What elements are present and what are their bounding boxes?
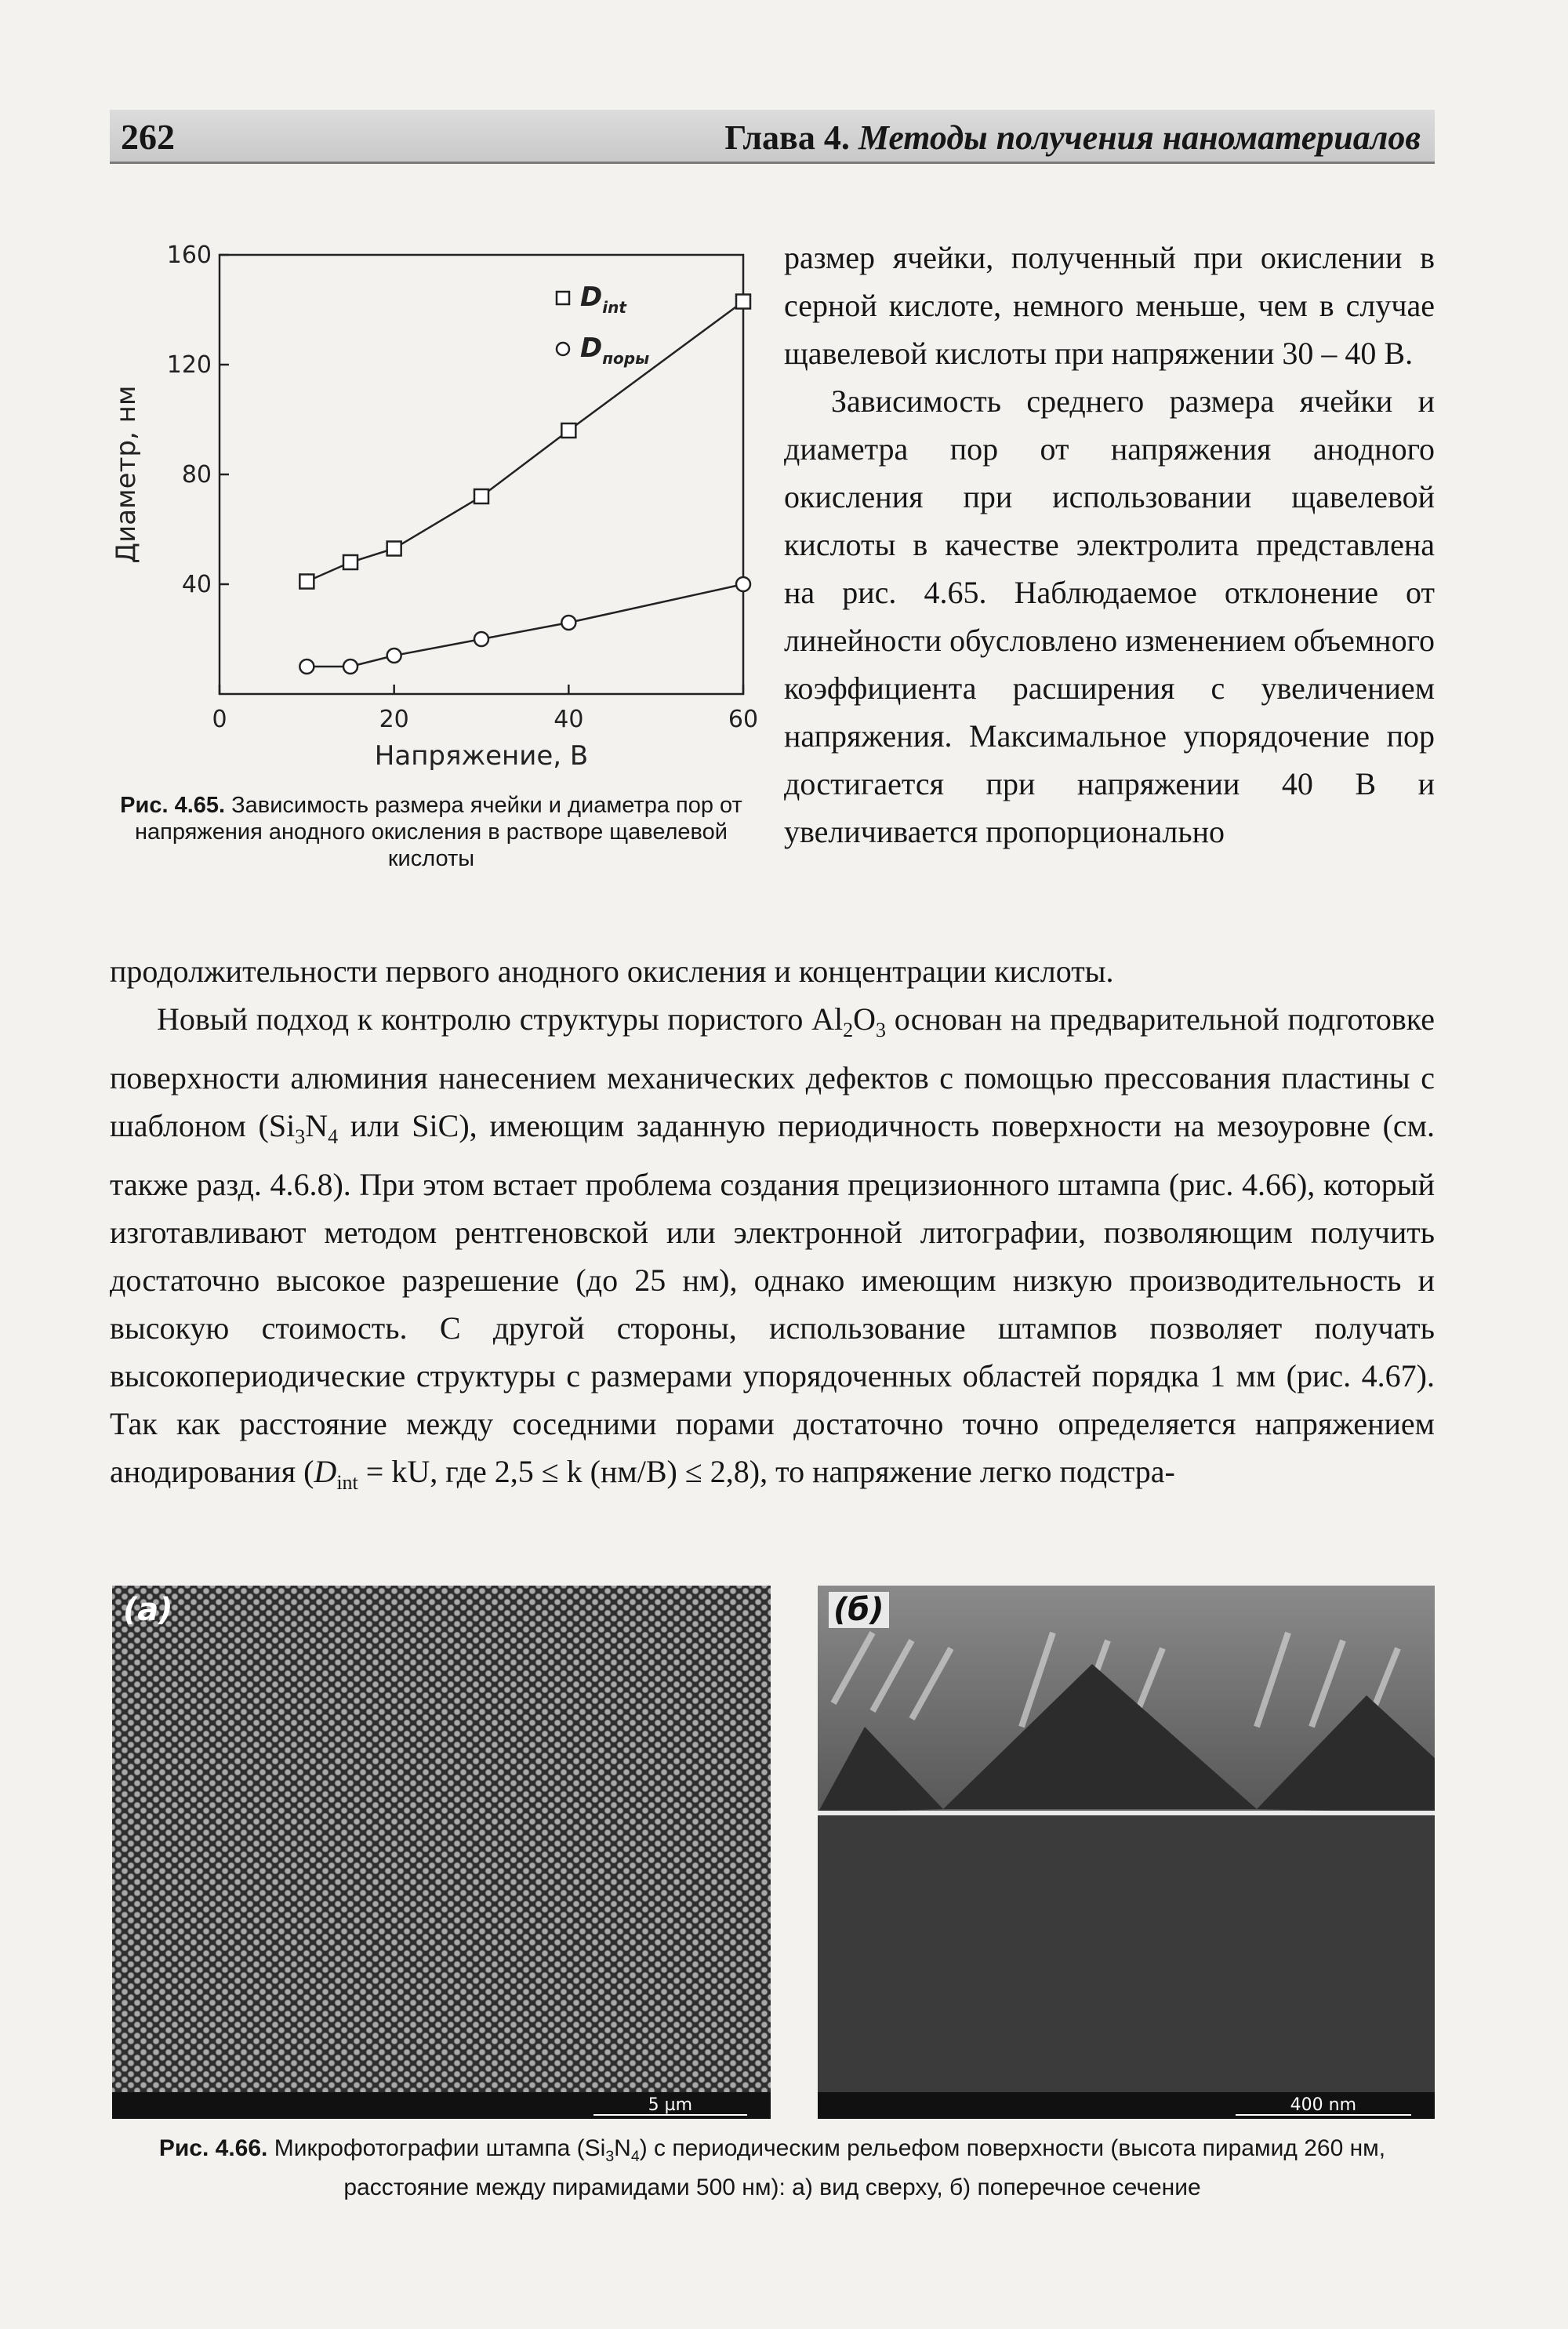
x-tick-label: 0 bbox=[212, 706, 227, 733]
panel-b-label: (б) bbox=[829, 1592, 889, 1628]
chapter-title: Методы получения наноматериалов bbox=[858, 118, 1421, 157]
scale-bar-b-text: 400 nm bbox=[1236, 2097, 1411, 2116]
caption-run: Микрофотографии штампа (Si bbox=[267, 2135, 606, 2161]
data-point-circle bbox=[299, 659, 314, 674]
scale-bar-a-text: 5 µm bbox=[593, 2097, 747, 2116]
data-point-circle bbox=[561, 616, 575, 630]
legend-marker-square bbox=[557, 292, 569, 304]
series-line-1 bbox=[307, 302, 743, 582]
subscript: 3 bbox=[295, 1125, 306, 1148]
x-axis-label: Напряжение, В bbox=[374, 740, 589, 772]
chart-figure-4-65 bbox=[94, 220, 768, 772]
plot-frame bbox=[220, 255, 743, 694]
text-run: = kU, где 2,5 ≤ k (нм/В) ≤ 2,8), то напряжение легко подстра- bbox=[358, 1454, 1175, 1489]
x-tick-label: 20 bbox=[379, 706, 409, 733]
subscript: int bbox=[336, 1471, 358, 1494]
text-run: Новый подход к контролю структуры пористого Al bbox=[157, 1001, 844, 1037]
y-tick-label: 80 bbox=[181, 461, 212, 489]
legend-marker-circle bbox=[557, 343, 569, 355]
subscript: 4 bbox=[630, 2148, 640, 2165]
figure-4-65-caption bbox=[110, 792, 753, 872]
side-text-column bbox=[784, 234, 1435, 856]
main-text bbox=[110, 947, 1435, 1506]
data-point-circle bbox=[343, 659, 358, 674]
micrograph-cross-section bbox=[818, 1586, 1435, 2119]
figure-4-66-caption bbox=[110, 2133, 1435, 2204]
text-run: основан на предварительной подготовке поверхности алюминия нанесением механических дефектов с помощью прессования пластины с шаблоном (Si bbox=[110, 1001, 1435, 1143]
legend-label-dint: $D_{int}$ bbox=[580, 282, 626, 317]
data-point-square bbox=[736, 295, 750, 309]
subscript: 3 bbox=[875, 1019, 886, 1041]
side-paragraph-2: Зависимость среднего размера ячейки и диаметра пор от напряжения анодного окисления при использовании щавелевой кислоты в качестве электролита представлена на рис. 4.65. Наблюдаемое отклонение от линейности обусловлено изменением объемного коэффициента расширения с увеличением напряжения. Максимальное упорядочение пор достигается при напряжении 40 В и увеличивается пропорционально bbox=[784, 383, 1435, 849]
subscript: 4 bbox=[328, 1125, 339, 1148]
subscript: 3 bbox=[605, 2148, 615, 2165]
figure-4-65-caption-text: Зависимость размера ячейки и диаметра пор от напряжения анодного окисления в растворе щавелевой кислоты bbox=[135, 793, 742, 871]
figure-4-65-label: Рис. 4.65. bbox=[120, 793, 226, 818]
text-run: N bbox=[305, 1108, 328, 1143]
y-tick-label: 120 bbox=[166, 351, 212, 379]
y-tick-label: 40 bbox=[181, 571, 212, 598]
x-tick-label: 40 bbox=[554, 706, 584, 733]
data-point-circle bbox=[474, 632, 488, 646]
figure-4-66-label: Рис. 4.66. bbox=[158, 2135, 268, 2161]
text-run: O bbox=[853, 1001, 876, 1037]
cross-section-drawing bbox=[818, 1586, 1435, 2119]
subscript: 2 bbox=[843, 1019, 854, 1041]
micrograph-top-view bbox=[112, 1586, 771, 2119]
data-point-square bbox=[387, 542, 401, 556]
page-number: 262 bbox=[121, 117, 175, 157]
scale-bar-a bbox=[112, 2092, 771, 2119]
data-point-circle bbox=[387, 649, 401, 663]
chapter-label: Глава 4. bbox=[724, 118, 850, 157]
main-paragraph-continuation: продолжительности первого анодного окисления и концентрации кислоты. bbox=[110, 954, 1114, 989]
substrate bbox=[818, 1815, 1435, 2119]
y-tick-label: 160 bbox=[166, 242, 212, 269]
data-point-circle bbox=[736, 577, 750, 591]
running-header bbox=[110, 110, 1435, 164]
y-axis-label: Диаметр, нм bbox=[111, 385, 142, 564]
x-tick-label: 60 bbox=[728, 706, 759, 733]
data-point-square bbox=[474, 489, 488, 503]
data-point-square bbox=[299, 575, 314, 589]
main-paragraph-2 bbox=[110, 995, 1435, 1506]
data-point-square bbox=[343, 555, 358, 569]
chart-svg bbox=[94, 220, 768, 772]
caption-run: ) с периодическим рельефом поверхности (высота пирамид 260 нм, расстояние между пирамидами 500 нм): а) вид сверху, б) поперечное сечение bbox=[343, 2135, 1386, 2200]
caption-run: N bbox=[614, 2135, 631, 2161]
text-run: или SiC), имеющим заданную периодичность поверхности на мезоуровне (см. также разд. 4.6.8). При этом встает проблема создания прецизионного штампа (рис. 4.66), который изготавливают методом рентгеновской или электронной литографии, позволяющим получить достаточно высокое разрешение (до 25 нм), однако имеющим низкую производительность и высокую стоимость. С другой стороны, использование штампов позволяет получать высокопериодические структуры с размерами упорядоченных областей порядка 1 мм (рис. 4.67). Так как расстояние между соседними порами достаточно точно определяется напряжением анодирования ( bbox=[110, 1108, 1436, 1489]
series-line-2 bbox=[307, 584, 743, 667]
panel-a-label: (а) bbox=[123, 1592, 173, 1628]
legend-label-dpory: $D_{поры}$ bbox=[580, 332, 650, 368]
scale-bar-b bbox=[818, 2092, 1435, 2119]
side-paragraph-1: размер ячейки, полученный при окислении в серной кислоте, немного меньше, чем в случае щавелевой кислоты при напряжении 30 – 40 В. bbox=[784, 240, 1435, 371]
italic-d: D bbox=[314, 1454, 337, 1489]
data-point-square bbox=[561, 423, 575, 438]
chapter-heading bbox=[724, 118, 1421, 158]
